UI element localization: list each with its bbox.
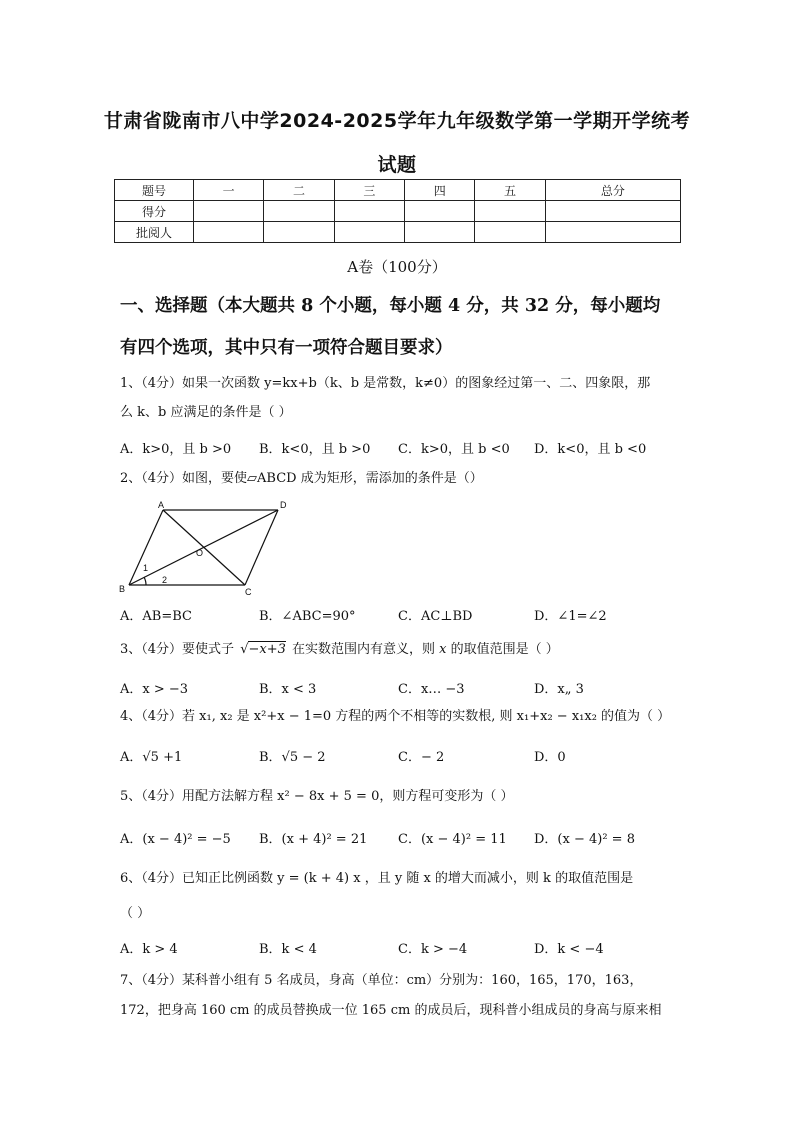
option-b[interactable]: B．k<0，且 b >0 [259, 442, 371, 457]
section-1-heading-line2: 有四个选项，其中只有一项符合题目要求） [120, 338, 453, 358]
question-6-line1: 6、（4分）已知正比例函数 y = (k + 4) x ，且 y 随 x 的增大而减小，则 k 的取值范围是 [120, 871, 634, 886]
question-3-text-c: 的取值范围是（ ） [450, 642, 559, 657]
question-3-text-a: 3、（4分）要使式子 [120, 642, 235, 657]
option-d[interactable]: D．k < −4 [534, 942, 604, 957]
option-a[interactable]: A．(x − 4)² = −5 [120, 832, 231, 847]
option-b[interactable]: B．k < 4 [259, 942, 317, 957]
score-table-header: 五 [475, 180, 545, 201]
option-d[interactable]: D．x„ 3 [534, 682, 584, 697]
score-table-header: 四 [405, 180, 475, 201]
sqrt-radicand: −x+3 [248, 642, 286, 657]
question-7-line2: 172，把身高 160 cm 的成员替换成一位 165 cm 的成员后，现科普小组成员的身高与原来相 [120, 1003, 662, 1018]
score-cell [405, 201, 475, 222]
score-table-row-label: 得分 [115, 201, 194, 222]
question-3-options [120, 678, 680, 702]
sqrt-expression [240, 636, 286, 664]
edge-dc [245, 510, 278, 585]
question-2-options [120, 605, 680, 629]
section-a-heading: A卷（100分） [347, 258, 447, 276]
question-7-line1: 7、（4分）某科普小组有 5 名成员，身高（单位：cm）分别为：160，165，170，163， [120, 973, 643, 988]
question-4-options [120, 746, 680, 770]
option-c[interactable]: C．− 2 [398, 750, 445, 765]
label-o: O [196, 548, 204, 558]
label-c: C [245, 587, 252, 597]
question-3-line1 [120, 636, 680, 664]
score-cell [475, 201, 545, 222]
question-5-options [120, 828, 680, 852]
question-4-line1: 4、（4分）若 x₁, x₂ 是 x²+x − 1=0 方程的两个不相等的实数根, 则 x₁+x₂ − x₁x₂ 的值为（ ） [120, 709, 671, 724]
option-b[interactable]: B．√5 − 2 [259, 750, 326, 765]
score-table-row-label: 批阅人 [115, 222, 194, 243]
option-d[interactable]: D．0 [534, 750, 566, 765]
label-angle-1: 1 [143, 563, 149, 573]
paper-title-line1: 甘肃省陇南市八中学2024-2025学年九年级数学第一学期开学统考 [103, 110, 691, 132]
question-3-var: x [439, 642, 447, 657]
option-c[interactable]: C．k > −4 [398, 942, 468, 957]
label-angle-2: 2 [162, 575, 168, 585]
score-cell [334, 222, 404, 243]
option-b[interactable]: B．(x + 4)² = 21 [259, 832, 368, 847]
score-table-row [115, 222, 681, 243]
score-table-header: 一 [194, 180, 264, 201]
parallelogram-figure [118, 497, 293, 597]
option-c[interactable]: C．x… −3 [398, 682, 465, 697]
score-cell [264, 201, 334, 222]
option-c[interactable]: C．(x − 4)² = 11 [398, 832, 507, 847]
score-cell [194, 222, 264, 243]
score-table-header-row [115, 180, 681, 201]
diagonal-bd [129, 510, 278, 585]
question-5-line1: 5、（4分）用配方法解方程 x² − 8x + 5 = 0，则方程可变形为（ ） [120, 789, 514, 804]
option-a[interactable]: A．AB=BC [120, 609, 192, 624]
option-b[interactable]: B．x < 3 [259, 682, 317, 697]
option-c[interactable]: C．AC⊥BD [398, 609, 473, 624]
sqrt-icon: √ [240, 642, 249, 657]
score-cell [475, 222, 545, 243]
option-d[interactable]: D．∠1=∠2 [534, 609, 607, 624]
score-cell [545, 222, 680, 243]
option-c[interactable]: C．k>0，且 b <0 [398, 442, 510, 457]
option-b[interactable]: B．∠ABC=90° [259, 609, 356, 624]
paper-title-line2: 试题 [377, 154, 417, 176]
section-1-heading-line1: 一、选择题（本大题共 8 个小题，每小题 4 分，共 32 分，每小题均 [120, 296, 661, 316]
option-a[interactable]: A．√5 +1 [120, 750, 183, 765]
option-a[interactable]: A．x > −3 [120, 682, 189, 697]
option-d[interactable]: D．k<0，且 b <0 [534, 442, 647, 457]
score-table-header: 总分 [545, 180, 680, 201]
label-a: A [158, 500, 165, 510]
question-3-text-b: 在实数范围内有意义，则 [292, 642, 436, 657]
score-cell [545, 201, 680, 222]
score-table-header: 二 [264, 180, 334, 201]
score-cell [194, 201, 264, 222]
score-table-header: 三 [334, 180, 404, 201]
question-6-options [120, 938, 680, 962]
question-1-line2: 么 k、b 应满足的条件是（ ） [120, 405, 292, 420]
option-a[interactable]: A．k > 4 [120, 942, 178, 957]
question-2-line1: 2、（4分）如图，要使▱ABCD 成为矩形，需添加的条件是（） [120, 471, 483, 486]
score-table-row [115, 201, 681, 222]
label-b: B [119, 584, 126, 594]
question-1-options [120, 438, 680, 462]
question-1-line1: 1、（4分）如果一次函数 y=kx+b（k、b 是常数，k≠0）的图象经过第一、二、四象限，那 [120, 376, 651, 391]
label-d: D [280, 500, 287, 510]
edge-ba [129, 510, 163, 585]
score-table [114, 179, 681, 243]
question-6-line2: （ ） [120, 906, 151, 921]
angle-arc [144, 577, 146, 585]
score-table-header: 题号 [115, 180, 194, 201]
score-cell [334, 201, 404, 222]
option-a[interactable]: A．k>0，且 b >0 [120, 442, 232, 457]
score-cell [405, 222, 475, 243]
option-d[interactable]: D．(x − 4)² = 8 [534, 832, 635, 847]
score-cell [264, 222, 334, 243]
